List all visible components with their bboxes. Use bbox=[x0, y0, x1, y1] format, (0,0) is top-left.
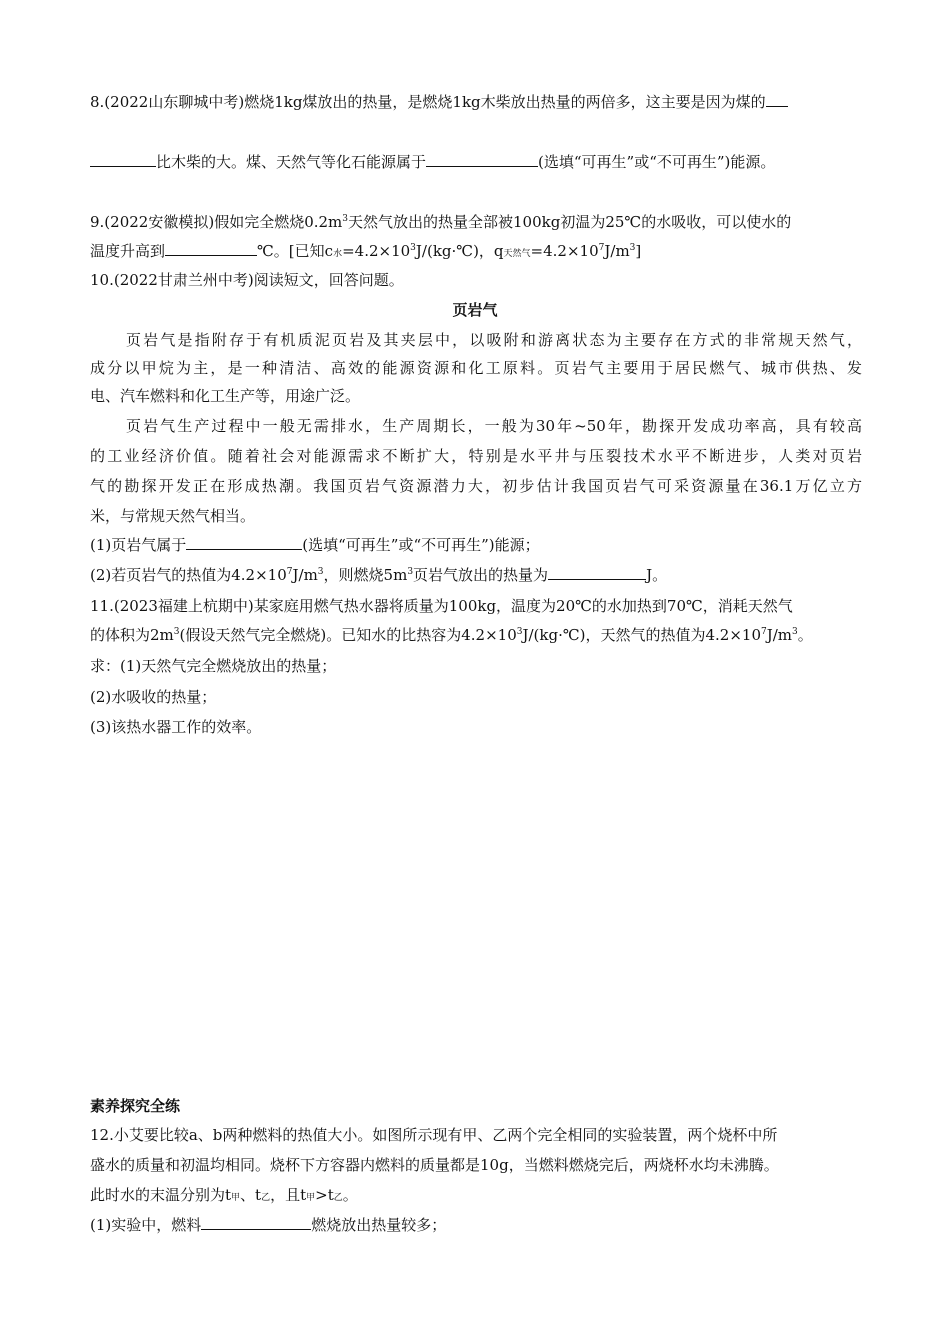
q11-line-1: 11.(2023福建上杭期中)某家庭用燃气热水器将质量为100kg，温度为20℃的水加热到70℃，消耗天然气 bbox=[90, 597, 793, 615]
passage-p1-line1: 页岩气是指附存于有机质泥页岩及其夹层中，以吸附和游离状态为主要存在方式的非常规天然气， bbox=[126, 331, 862, 349]
q11-line-4: (2)水吸收的热量； bbox=[90, 688, 217, 706]
q12-line-2: 盛水的质量和初温均相同。烧杯下方容器内燃料的质量都是10g，当燃料燃烧完后，两烧杯水均未沸腾。 bbox=[90, 1156, 779, 1174]
q11-line-5: (3)该热水器工作的效率。 bbox=[90, 718, 262, 736]
passage-p1-line2: 成分以甲烷为主，是一种清洁、高效的能源资源和化工原料。页岩气主要用于居民燃气、城市供热、发 bbox=[90, 359, 862, 377]
q8-blank-1a[interactable] bbox=[766, 92, 788, 107]
passage-p2-line2: 的工业经济价值。随着社会对能源需求不断扩大，特别是水平井与压裂技术水平不断进步，人类对页岩 bbox=[90, 447, 862, 465]
passage-p1-line3: 电、汽车燃料和化工生产等，用途广泛。 bbox=[90, 387, 361, 405]
q10-sub-1: (1)页岩气属于 (选填“可再生”或“不可再生”)能源； bbox=[90, 536, 540, 554]
q8-text: 8.(2022山东聊城中考)燃烧1kg煤放出的热量，是燃烧1kg木柴放出热量的两倍多，这主要是因为煤的 bbox=[90, 93, 766, 111]
q10-blank-1[interactable] bbox=[186, 535, 302, 550]
q12-line-4: (1)实验中，燃料 燃烧放出热量较多； bbox=[90, 1216, 447, 1234]
q12-blank-1[interactable] bbox=[201, 1215, 311, 1230]
q8-blank-1b[interactable] bbox=[90, 152, 156, 167]
q11-line-3: 求：(1)天然气完全燃烧放出的热量； bbox=[90, 657, 337, 675]
q8-blank-2[interactable] bbox=[426, 152, 538, 167]
q10-blank-2[interactable] bbox=[548, 565, 646, 580]
q10-intro: 10.(2022甘肃兰州中考)阅读短文，回答问题。 bbox=[90, 271, 404, 289]
passage-p2-line1: 页岩气生产过程中一般无需排水，生产周期长，一般为30年~50年，勘探开发成功率高，具有较高 bbox=[126, 417, 862, 435]
q9-blank[interactable] bbox=[165, 241, 257, 256]
q9-line-1: 9.(2022安徽模拟)假如完全燃烧$0.2m^3$天然气放出的热量全部被100kg初温为25℃的水吸收，可以使水的 bbox=[90, 213, 792, 231]
q9-line-2: 温度升高到 ℃。[已知c水$=4.2\times 10^3J/(kg\cdot℃)$，q天然气$=4.2\times 10^7J/m^3$] bbox=[90, 242, 642, 260]
q8-line-2: 比木柴的大。煤、天然气等化石能源属于 (选填“可再生”或“不可再生”)能源。 bbox=[90, 152, 862, 172]
passage-title: 页岩气 bbox=[452, 301, 498, 319]
q8-line-1 bbox=[90, 92, 862, 112]
passage-p2-line3: 气的勘探开发正在形成热潮。我国页岩气资源潜力大，初步估计我国页岩气可采资源量在36.1万亿立方 bbox=[90, 477, 862, 495]
q12-line-1: 12.小艾要比较a、b两种燃料的热值大小。如图所示现有甲、乙两个完全相同的实验装置，两个烧杯中所 bbox=[90, 1126, 778, 1144]
q10-sub-2: (2)若页岩气的热值为$4.2\times 10^7J/m^3$，则燃烧$5m^3$页岩气放出的热量为 J。 bbox=[90, 566, 668, 584]
q11-line-2: 的体积为$2m^3$(假设天然气完全燃烧)。已知水的比热容为$4.2\times 10^3J/(kg\cdot℃)$，天然气的热值为$4.2\times 10^7J/m^3$。 bbox=[90, 626, 813, 644]
section-heading: 素养探究全练 bbox=[90, 1097, 181, 1115]
q12-line-3: 此时水的末温分别为t甲、t乙，且t甲>t乙。 bbox=[90, 1186, 358, 1204]
passage-p2-line4: 米，与常规天然气相当。 bbox=[90, 507, 256, 525]
